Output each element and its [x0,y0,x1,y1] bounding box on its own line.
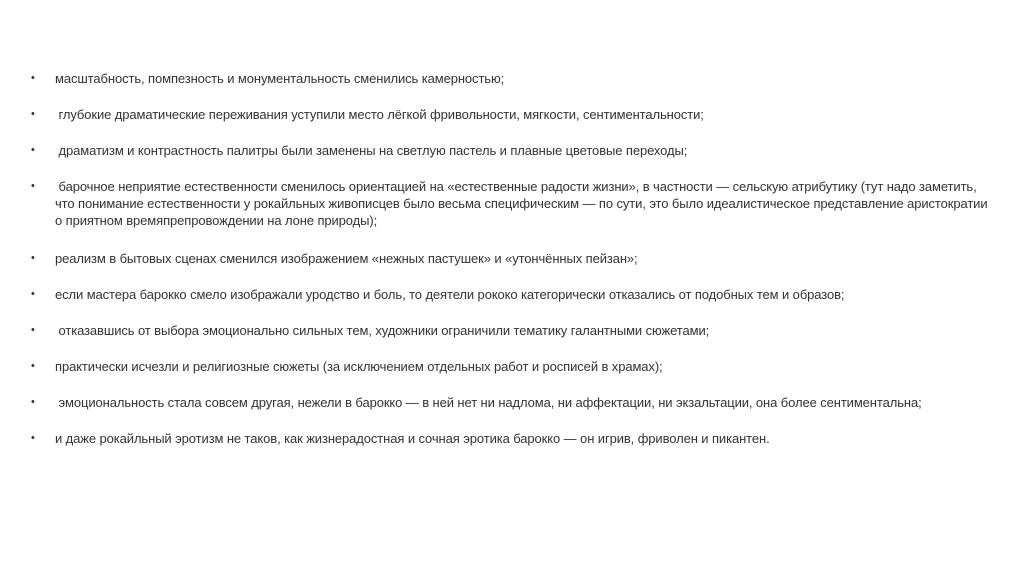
bullet-icon: • [31,108,35,120]
bullet-icon: • [31,144,35,156]
list-item-text: барочное неприятие естественности сменилось ориентацией на «естественные радости жизни», в частности — сельскую атрибутику (тут надо заметить, что понимание естественности у рокайльных живописцев было весьма специфическим — по сути, это было идеалистическое представление аристократии о приятном времяпрепровождении на лоне природы); [55,179,992,228]
bullet-icon: • [31,360,35,372]
bullet-icon: • [31,252,35,264]
list-item-text: отказавшись от выбора эмоционально сильных тем, художники ограничили тематику галантными сюжетами; [55,323,710,338]
bullet-icon: • [31,72,35,84]
list-item-text: эмоциональность стала совсем другая, нежели в барокко — в ней нет ни надлома, ни аффектации, ни экзальтации, она более сентиментальна; [55,395,922,410]
bullet-icon: • [31,180,35,192]
bullet-icon: • [31,324,35,336]
list-item-text: драматизм и контрастность палитры были заменены на светлую пастель и плавные цветовые переходы; [55,143,688,158]
list-item-text: и даже рокайльный эротизм не таков, как жизнерадостная и сочная эротика барокко — он игрив, фриволен и пикантен. [55,431,770,446]
list-item-text: практически исчезли и религиозные сюжеты (за исключением отдельных работ и росписей в храмах); [55,359,663,374]
bullet-icon: • [31,288,35,300]
list-item-text: масштабность, помпезность и монументальность сменились камерностью; [55,71,505,86]
bullet-icon: • [31,396,35,408]
list-item-text: реализм в бытовых сценах сменился изображением «нежных пастушек» и «утончённых пейзан»; [55,251,638,266]
bullet-icon: • [31,432,35,444]
list-item-text: если мастера барокко смело изображали уродство и боль, то деятели рококо категорически отказались от подобных тем и образов; [55,287,845,302]
list-item-text: глубокие драматические переживания уступили место лёгкой фривольности, мягкости, сентиментальности; [55,107,704,122]
